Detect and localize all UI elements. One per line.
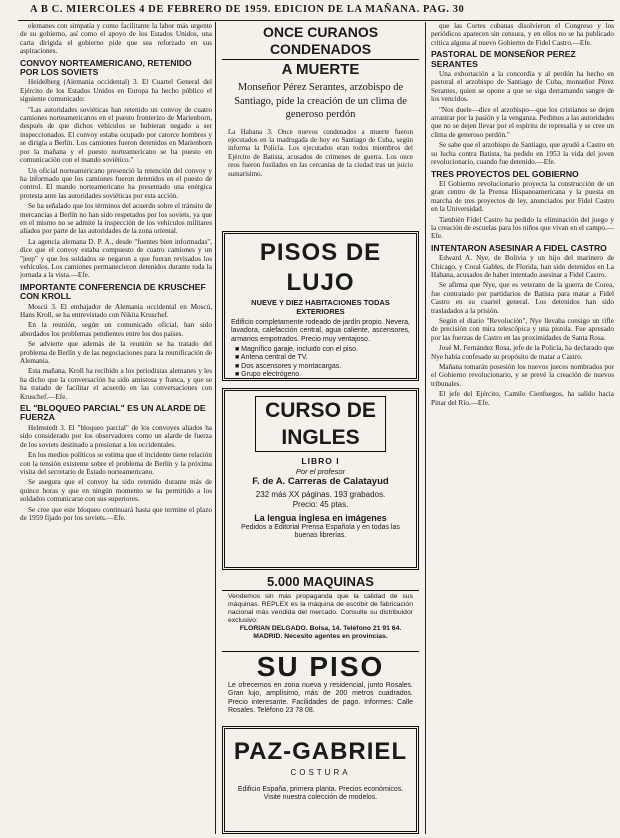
ad-maquinas-title: 5.000 MAQUINAS xyxy=(222,574,419,591)
paragraph: Según el diario "Revolución", Nye llevaba consigo un rifle de precisión con mira telescópica y una pistola. Fue apresado por las fuerzas de Castro en las proximidades de Santa Rosa. xyxy=(431,317,614,342)
ad-paz-gabriel-sub: COSTURA xyxy=(290,768,351,777)
ad-maquinas-body: Vendemos sin más propaganda que la calidad de sus máquinas. REPLEX es la máquina de escribir de fabricación nacional más vendida del mercado. Consulte su distribuidor exclusivo: xyxy=(228,593,413,624)
page-header: A B C. MIERCOLES 4 DE FEBRERO DE 1959. EDICION DE LA MAÑANA. PAG. 30 xyxy=(30,4,465,15)
paragraph: Se ha señalado que los términos del acuerdo sobre el tránsito de mercancías a Berlín no han sido respetados por los soviets, ya que en el mismo no se admite la inspección de los vehículos militares aliados por parte de las autoridades de la zona oriental. xyxy=(20,202,212,236)
ad-pisos-features xyxy=(235,346,406,379)
headline-asesinar-castro: INTENTARON ASESINAR A FIDEL CASTRO xyxy=(431,242,607,253)
headline-convoy: CONVOY NORTEAMERICANO, RETENIDO POR LOS SOVIETS xyxy=(20,57,192,78)
ad-curso-tagline: La lengua inglesa en imágenes xyxy=(254,513,387,523)
ad-pisos-body: Edificio completamente rodeado de jardín propio. Nevera, lavadora, calefacción central, agua caliente, ascensores, armarios empotrados. Precio muy ventajoso. xyxy=(231,319,410,343)
ad-curso-price: Precio: 45 ptas. xyxy=(292,500,349,509)
paragraph: Esta mañana, Kroll ha recibido a los periodistas alemanes y les ha dicho que la conversación ha sido amistosa y franca, y que se ha tratado de facilitar el acuerdo en las conversaciones con Kruschef.—Efe. xyxy=(20,367,212,401)
paragraph: Un oficial norteamericano presenció la retención del convoy y ha informado que los camiones fueron detenidos en el puesto de control. El mando norteamericano ha presentado una enérgica protesta ante las autoridades soviéticas por esta acción. xyxy=(20,166,212,200)
ad-5000-maquinas xyxy=(222,574,419,646)
ad-su-piso-title: SU PISO xyxy=(256,651,385,682)
paragraph: El jefe del Ejército, Camilo Cienfuegos, ha salido hacia Pinar del Río.—Efe. xyxy=(431,390,614,407)
article-asesinar-castro-body xyxy=(431,254,614,407)
headline-kruschef-kroll: IMPORTANTE CONFERENCIA DE KRUSCHEF CON KROLL xyxy=(20,281,206,302)
ad-pisos-feature: ■ Magnífico garaje, incluido con el piso. xyxy=(235,346,358,354)
paragraph: José M. Fernández Rosa, jefe de la Policía, ha declarado que Nye había confesado su propósito de matar a Castro. xyxy=(431,344,614,361)
paragraph: que las Cortes cubanas disolvieron el Congreso y los periódicos aparecen sin censura, y en ellos no se ha publicado crítica alguna al nuevo Gobierno de Fidel Castro.—Efe. xyxy=(431,22,614,47)
paragraph: "Nos duele—dice el arzobispo—que los cristianos se dejen arrastrar por la pasión y la venganza. Pedimos a las autoridades que no se dejen llevar por el espíritu de represalia y se cree un clima de generoso perdón." xyxy=(431,105,614,139)
header-rule xyxy=(18,20,614,21)
ad-paz-gabriel xyxy=(222,726,419,834)
ad-paz-gabriel-title: PAZ-GABRIEL xyxy=(233,738,408,765)
ad-curso-pages: 232 más XX páginas. 193 grabados. xyxy=(255,490,386,499)
ad-paz-gabriel-body: Edificio España, primera planta. Precios económicos. Visite nuestra colección de modelos. xyxy=(237,786,404,802)
paragraph: En la reunión, según un comunicado oficial, han sido abordados los problemas pendientes entre los dos países. xyxy=(20,321,212,338)
ad-curso-orders: Pedidos a Editorial Prensa Española y en todas las buenas librerías. xyxy=(241,524,400,540)
headline-bloqueo-parcial: EL "BLOQUEO PARCIAL" ES UN ALARDE DE FUERZA xyxy=(20,403,206,423)
paragraph: "Las autoridades soviéticas han retenido un convoy de cuatro camiones norteamericanos en el puesto fronterizo de Marienborn, después de que dichos vehículos se hubieran negado a ser inspeccionados. El convoy estaba ocupado por catorce hombres y se dirigía a Berlín. Los camiones fueron detenidos en Marienborn por la mañana y el puesto norteamericano se ha puesto en comunicación con el mando soviético." xyxy=(20,105,212,165)
paragraph: Moscú 3. El embajador de Alemania occidental en Moscú, Hans Kroll, se ha entrevistado con Nikita Kruschef. xyxy=(20,302,212,319)
ad-su-piso-body: Le ofrecemos en zona nueva y residencial, junto Rosales. Gran lujo, amplísimo, más de 200 metros cuadrados. Precio interesante. Facilidades de pago. Informes: Calle Rosales. Teléfono 23 78 08. xyxy=(228,682,413,715)
paragraph: En los medios políticos se estima que el incidente tiene relación con la tensión existente sobre el problema de Berlín y la próxima visita del secretario de Estado norteamericano. xyxy=(20,451,212,476)
ad-curso-de-ingles xyxy=(222,388,419,570)
subheadline-perez-serantes: Monseñor Pérez Serantes, arzobispo de Santiago, pide la creación de un clima de generoso perdón xyxy=(234,82,407,120)
ad-pisos-de-lujo xyxy=(222,231,419,381)
paragraph: Helmstedt 3. El "bloqueo parcial" de los convoyes aliados ha sido considerado por los observadores como un alarde de fuerza de los soviets destinado a presionar a los occidentales. xyxy=(20,423,212,449)
paragraph: Edward A. Nye, de Bolivia y un hijo del marinero de Chicago, y Coral Gables, de Florida, han sido detenidos en La Habana, acusados de haber intentado asesinar a Fidel Castro. xyxy=(431,254,614,279)
paragraph: Se afirma que Nye, que es veterano de la guerra de Corea, fue contratado por partidarios de Batista para matar a Fidel Castro en su cuartel general. Los detenidos han sido trasladados a la prisión. xyxy=(431,281,614,315)
ad-pisos-feature: ■ Grupo electrógeno. xyxy=(235,370,302,378)
ad-pisos-feature: ■ Antena central de TV. xyxy=(235,354,308,362)
ad-curso-author: F. de A. Carreras de Calatayud xyxy=(252,476,389,487)
headline-tres-proyectos: TRES PROYECTOS DEL GOBIERNO xyxy=(431,168,579,179)
ad-curso-por: Por el profesor xyxy=(295,467,346,476)
column-divider-2 xyxy=(425,22,426,834)
paragraph: El Gobierno revolucionario proyecta la construcción de un gran centro de la Prensa Hispanoamericana y la puesta en marcha de tres proyectos de ley, anunciados por Fidel Castro en la Universidad. xyxy=(431,179,614,214)
ad-curso-title: CURSO DE INGLES xyxy=(255,396,386,452)
headline-pastoral: PASTORAL DE MONSEÑOR PEREZ SERANTES xyxy=(431,49,576,69)
column-divider-1 xyxy=(215,22,216,834)
article-bloqueo-body xyxy=(20,424,212,522)
column-left xyxy=(20,22,212,834)
col1-intro xyxy=(20,22,212,56)
paragraph: Se cree que este bloqueo continuará hasta que termine el plazo de 1959 fijado por los soviets.—Efe. xyxy=(20,505,212,522)
paragraph: Una exhortación a la concordia y al perdón ha hecho en pastoral el arzobispo de Santiago de Cuba, monseñor Pérez Serantes, quien se opone a que se siga derramando sangre de los vencidos. xyxy=(431,70,614,104)
article-tres-proyectos-body xyxy=(431,180,614,241)
paragraph: elemanes con simpatía y como facilitante la labor más urgente de su gobierno, así como el apoyo de los Estados Unidos, una carta dirigida el gobierno pide que sea reforzado en sus aspiraciones. xyxy=(20,22,212,56)
paragraph: También Fidel Castro ha pedido la eliminación del juego y la creación de escuelas para los niños que vivan en el campo.—Efe. xyxy=(431,215,614,241)
paragraph: Se advierte que además de la reunión se ha tratado del problema de Berlín y de las negociaciones para la reunificación de Alemania. xyxy=(20,340,212,366)
headline-once-cubanos: ONCE CURANOS CONDENADOS xyxy=(222,24,419,60)
ad-pisos-feature: ■ Dos ascensores y montacargas. xyxy=(235,362,342,370)
ad-pisos-subtitle: NUEVE Y DIEZ HABITACIONES TODAS EXTERIORES xyxy=(251,298,390,316)
paragraph: La agencia alemana D. P. A., desde "fuentes bien informadas", dice que el convoy estaba compuesto de cuatro camiones y un "jeep" y que los soldados se negaron a que fueran revisados los vehículos. Los camiones permanecieron detenidos durante toda la jornada a la vista.—Efe. xyxy=(20,237,212,280)
ad-su-piso xyxy=(222,651,419,721)
article-kruschef-body xyxy=(20,303,212,401)
article-once-cubanos xyxy=(222,24,419,224)
paragraph: Se sabe que el arzobispo de Santiago, que ayudó a Castro en su lucha contra Batista, ha pedido en 1953 la vida del joven revolucionario, cuando fue detenido.—Efe. xyxy=(431,141,614,167)
paragraph: Heidelberg (Alemania occidental) 3. El Cuartel General del Ejército de los Estados Unidos en Europa ha hecho público el siguiente comunicado: xyxy=(20,78,212,104)
paragraph: Mañana tomarán posesión los nuevos jueces nombrados por el Gobierno revolucionario, y se prevé la creación de nuevos tribunales. xyxy=(431,363,614,388)
ad-maquinas-contact: FLORIAN DELGADO. Bolsa, 14. Teléfono 21 91 64. MADRID. Necesito agentes en provincias. xyxy=(239,624,402,640)
article-pastoral-body xyxy=(431,70,614,166)
ad-pisos-title: PISOS DE LUJO xyxy=(259,239,382,296)
ad-curso-libro: LIBRO I xyxy=(301,456,340,466)
column-right xyxy=(431,22,614,834)
col3-intro xyxy=(431,22,614,47)
paragraph: Se asegura que el convoy ha sido retenido durante más de quince horas y que en ningún momento se ha permitido a los soldados comunicarse con sus superiores. xyxy=(20,478,212,504)
article-convoy-body xyxy=(20,78,212,279)
headline-a-muerte: A MUERTE xyxy=(281,61,360,78)
article-once-cubanos-body: La Habana 3. Once nuevos condenados a muerte fueron ejecutados en la madrugada de hoy en Santiago de Cuba, según informa la Policía. Los ejecutados eran todos miembros del Ejército de Batista, acusados de crímenes de guerra. Los once reos fueron fusilados en las cercanías de la ciudad tras un juicio sumarísimo. xyxy=(228,127,413,178)
